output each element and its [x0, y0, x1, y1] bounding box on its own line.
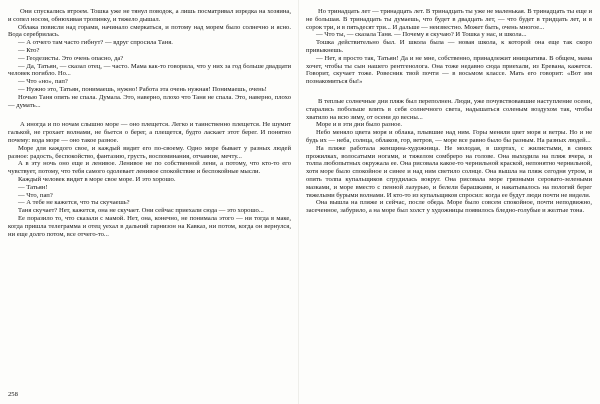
- paragraph: А в эту ночь оно еще и ленивое. Ленивое не по собственной лени, а потому, что кто-то его чувствует, потому, что тебя самого одолевает ленивое спокойствие и беспокойные мысли.: [8, 160, 291, 176]
- right-section-2: [306, 98, 592, 215]
- left-section-2: [8, 121, 291, 238]
- paragraph: Облака повисли над горами, начинало смеркаться, и потому над морем было солнечно и ясно. Вода серебрилась.: [8, 23, 291, 39]
- left-page-column: [8, 8, 291, 238]
- paragraph: Море и в эти дни было разное.: [316, 121, 403, 129]
- paragraph: Небо меняло цвета моря и облака, плывшие над ним. Горы меняли цвет моря и ветры. Но и не будь их — неба, солнца, облаков, гор, ветров, — море все равно было бы разным. На разных людей...: [306, 129, 592, 144]
- paragraph: Тошка действительно был. И школа была — новая школа, к которой она еще так скоро привыкнешь.: [306, 39, 592, 54]
- paragraph: Таня скучает? Нет, кажется, она не скучает. Они сейчас приехали сюда — это хорошо...: [18, 207, 264, 215]
- paragraph: Но тринадцать лет — тринадцать лет. В тринадцать ты уже не маленькая. В тринадцать ты еще и не большая. В тринадцать ты думаешь, что будет в двадцать лет, — что будет в тридцать лет, и в сорок три, и в пятьдесят три... И дальше — неизвестно. Может быть, очень многое...: [306, 8, 592, 31]
- paragraph: Они спускались втроем. Тошка уже не тянул поводок, а лишь посматривал изредка на хозяина, и сопел носом, обнюхивая тропинку, и тяжело дышал.: [8, 8, 291, 23]
- right-section-1: [306, 8, 592, 86]
- paragraph: Ее поразило то, что сказали с мамой. Нет, она, конечно, не понимала этого — ни тогда в маке, когда пришла телеграмма и отец уехал в дальний гарнизон на Кавказ, ни потом, когда он вернулся, ни еще долго потом, все отчего-то...: [8, 214, 291, 238]
- dialogue-line: — Что, пап?: [18, 191, 53, 199]
- dialogue-line: — Геодезисты. Это очень опасно, да?: [18, 54, 124, 62]
- paragraph: Ночью Таня опять не спала. Думала. Это, наверно, плохо что Таня не спала. Это, наверно, плохо — думать...: [8, 93, 291, 109]
- paragraph: А иногда и по ночам слышно море — оно плещется. Легко и таинственно плещется. Не шумит галькой, не грохает волнами, не бьется о берег, а плещется, будто ласкает этот берег. И понятно почему: вода море — оно такое разное.: [8, 121, 291, 144]
- paragraph: Она вышла на пляже и сейчас, после обеда. Море было совсем спокойное, почти неподвижно, засеченное, забурило, а на море был холст у художницы появилось бледно-голубые и желтые тона.: [306, 199, 592, 215]
- page-number: 258: [8, 391, 18, 398]
- dialogue-line: — Да, Татьян, — сказал отец, — часто. Мама как-то говорила, что у них за год больше двадцати человек погибло. Но...: [8, 62, 291, 78]
- right-page-column: [306, 8, 592, 215]
- paragraph: Каждый человек видит в море свое море. И это хорошо.: [18, 175, 176, 183]
- paragraph: В теплые солнечные дни пляж был переполнен. Люди, уже почувствовавшие наступление осени, старались побольше влить в себя солнечного света, надышаться соленым воздухом так, чтобы хватило на всю зиму, от осени до весны...: [306, 97, 592, 121]
- dialogue-line: — Что «но», пап?: [18, 78, 68, 86]
- dialogue-line: — Нет, я просто так, Татьян! Да и не мне, собственно, принадлежит инициатива. В общем, мама хочет, чтобы ты сын нашего рентгенолога. Она тоже недавно сюда приехали, из Еревана, кажется. Говорит, скучает тоже. Ровесник твой почти — в восьмом классе. Мать его говорит: «Вот им познакомиться бы!»: [306, 54, 592, 86]
- paragraph: На пляже работала женщина-художница. Не молодая, в шортах, с жилистыми, в синих прожилках, волосатыми ногами, и тяжелом сомбреро на голове. Она выходила на пляж вчера, и толпа любопытных окружала ее. Она рисовала какое-то чернильной краской, непонятно чернильной, хотя море было спокойное и синее и над ним светило солнце. Она вышла на пляж сегодня утром, и опять толпа купальщиков сгрудилась вокруг. Она рисовала море грязными серовато-зелеными мазками, и море вместо с пенной лазурью, и белели барашками, и накатывалось на пологий берег тяжелыми бурыми волнами. И кто-то из купальщиков спросил: когда ее будут люди почти не видели.: [306, 144, 592, 199]
- section-break: [306, 86, 592, 98]
- dialogue-line: — А отчего там часто гибнут? — вдруг спросила Таня.: [18, 39, 173, 47]
- dialogue-line: — А тебе не кажется, что ты скучаешь?: [18, 199, 130, 207]
- section-break: [8, 109, 291, 121]
- dialogue-line: — Татьян!: [18, 183, 48, 191]
- paragraph: Море для каждого свое, и каждый видит его по-своему. Одно море бывает у разных людей разное: радость, беспокойство, фантазию, грусть, воспоминания, отчаяние, мечту...: [8, 144, 291, 160]
- left-section-1: [8, 8, 291, 109]
- dialogue-line: — Кто?: [18, 46, 40, 54]
- page-gutter: [298, 0, 299, 404]
- dialogue-line: — Нужно это, Татьян, понимаешь, нужно! Работа эта очень нужная! Понимаешь, очень!: [18, 85, 267, 93]
- dialogue-line: — Что ты, — сказала Таня. — Почему я скучаю? И Тошка у нас, и школа...: [316, 31, 527, 39]
